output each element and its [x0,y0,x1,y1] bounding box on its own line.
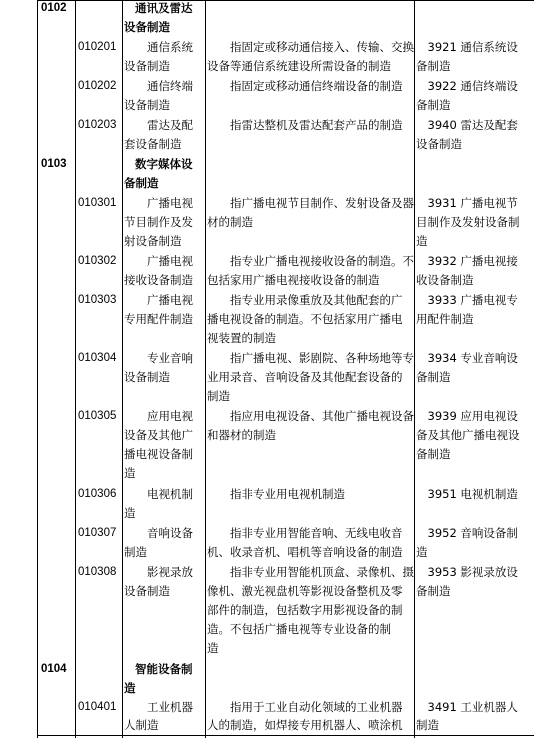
row-name: 广播电视 [124,254,193,268]
row-code: 010305 [78,410,117,422]
row-description: 指专业广播电视接收设备的制造。不 [207,254,414,268]
section-code: 0104 [41,663,67,675]
row-description: 部件的制造，包括数字用影视设备的制 [207,603,403,617]
row-reference: 3940 雷达及配套 [416,118,518,132]
row-description: 指广播电视、影剧院、各种场地等专 [207,351,414,365]
row-reference: 3939 应用电视设 [416,409,518,423]
row-name: 播电视设备制 [124,447,193,461]
row-divider [37,735,534,736]
row-code: 010202 [78,80,117,92]
row-description: 包括家用广播电视接收设备的制造 [207,273,380,287]
row-name: 设备制造 [124,59,170,73]
row-description: 设备等通信系统建设所需设备的制造 [207,59,391,73]
row-description: 指非专业用电视机制造 [207,487,345,501]
row-name: 广播电视 [124,196,193,210]
row-name: 制造 [124,545,147,559]
section-title: 通讯及雷达 [135,1,193,15]
row-reference: 备及其他广播电视设 [416,428,520,442]
section-code: 0102 [41,2,67,14]
row-code: 010301 [78,197,117,209]
row-reference: 3932 广播电视接 [416,254,518,268]
row-description: 业用录音、音响设备及其他配套设备的 [207,370,403,384]
row-description: 和器材的制造 [207,428,276,442]
row-name: 雷达及配 [124,118,193,132]
row-reference: 用配件制造 [416,312,474,326]
column-divider-ref [414,0,415,738]
row-description: 指非专业用智能音响、无线电收音 [207,526,403,540]
row-description: 指专业用录像重放及其他配套的广 [207,293,403,307]
row-code: 010304 [78,352,117,364]
row-name: 音响设备 [124,526,193,540]
row-reference: 3953 影视录放设 [416,565,518,579]
row-name: 套设备制造 [124,137,182,151]
row-description: 机、收录音机、唱机等音响设备的制造 [207,545,403,559]
row-name: 节目制作及发 [124,215,193,229]
row-description: 指广播电视节目制作、发射设备及器 [207,196,414,210]
row-code: 010308 [78,566,117,578]
row-name: 影视录放 [124,565,193,579]
row-name: 接收设备制造 [124,273,193,287]
row-description: 指雷达整机及雷达配套产品的制造 [207,118,403,132]
row-reference: 3931 广播电视节 [416,196,518,210]
row-reference: 3933 广播电视专 [416,293,518,307]
row-description: 视装置的制造 [207,331,276,345]
row-name: 设备制造 [124,370,170,384]
row-reference: 3934 专业音响设 [416,351,518,365]
row-description: 制造 [207,389,230,403]
section-title: 备制造 [124,176,159,190]
row-description: 指应用电视设备、其他广播电视设备 [207,409,414,423]
row-name: 工业机器 [124,700,193,714]
row-reference: 3951 电视机制造 [416,487,518,501]
section-title: 造 [124,681,136,695]
row-name: 射设备制造 [124,234,182,248]
row-reference: 备制造 [416,98,451,112]
row-code: 010306 [78,488,117,500]
row-code: 010302 [78,255,117,267]
row-code: 010401 [78,701,117,713]
row-name: 造 [124,466,136,480]
row-description: 播电视设备的制造。不包括家用广播电 [207,312,403,326]
row-code: 010303 [78,294,117,306]
row-description: 人的制造，如焊接专用机器人、喷涂机 [207,718,403,732]
row-reference: 3922 通信终端设 [416,79,518,93]
section-code: 0103 [41,158,67,170]
section-title: 数字媒体设 [135,157,193,171]
row-description: 指固定或移动通信接入、传输、交换 [207,40,414,54]
row-reference: 目制作及发射设备制 [416,215,520,229]
row-description: 像机、激光视盘机等影视设备整机及零 [207,584,403,598]
row-reference: 造 [416,545,428,559]
row-description: 造。不包括广播电视等专业设备的制 [207,622,391,636]
row-name: 通信终端 [124,79,193,93]
row-name: 电视机制 [124,487,193,501]
row-reference: 备制造 [416,584,451,598]
row-divider [37,0,534,1]
column-divider-desc [205,0,206,738]
column-divider-name [122,0,123,738]
row-reference: 备制造 [416,370,451,384]
row-description: 材的制造 [207,215,253,229]
row-name: 设备及其他广 [124,428,193,442]
row-description: 指固定或移动通信终端设备的制造 [207,79,403,93]
row-reference: 收设备制造 [416,273,474,287]
row-name: 设备制造 [124,98,170,112]
row-name: 通信系统 [124,40,193,54]
row-reference: 制造 [416,718,439,732]
row-reference: 3921 通信系统设 [416,40,518,54]
row-name: 专业音响 [124,351,193,365]
row-reference: 备制造 [416,447,451,461]
row-code: 010203 [78,119,117,131]
row-name: 设备制造 [124,584,170,598]
row-reference: 设备制造 [416,137,462,151]
row-code: 010307 [78,527,117,539]
row-name: 应用电视 [124,409,193,423]
row-name: 人制造 [124,718,159,732]
row-description: 指非专业用智能机顶盒、录像机、摄 [207,565,414,579]
row-description: 指用于工业自动化领域的工业机器 [207,700,403,714]
row-reference: 3952 音响设备制 [416,526,518,540]
row-name: 造 [124,506,136,520]
row-name: 专用配件制造 [124,312,193,326]
row-code: 010201 [78,41,117,53]
table-left-border [37,0,38,738]
section-title: 智能设备制 [135,662,193,676]
row-reference: 造 [416,234,428,248]
row-reference: 备制造 [416,59,451,73]
row-description: 造 [207,641,219,655]
row-name: 广播电视 [124,293,193,307]
row-reference: 3491 工业机器人 [416,700,518,714]
section-title: 设备制造 [124,20,170,34]
column-divider-code [75,0,76,738]
